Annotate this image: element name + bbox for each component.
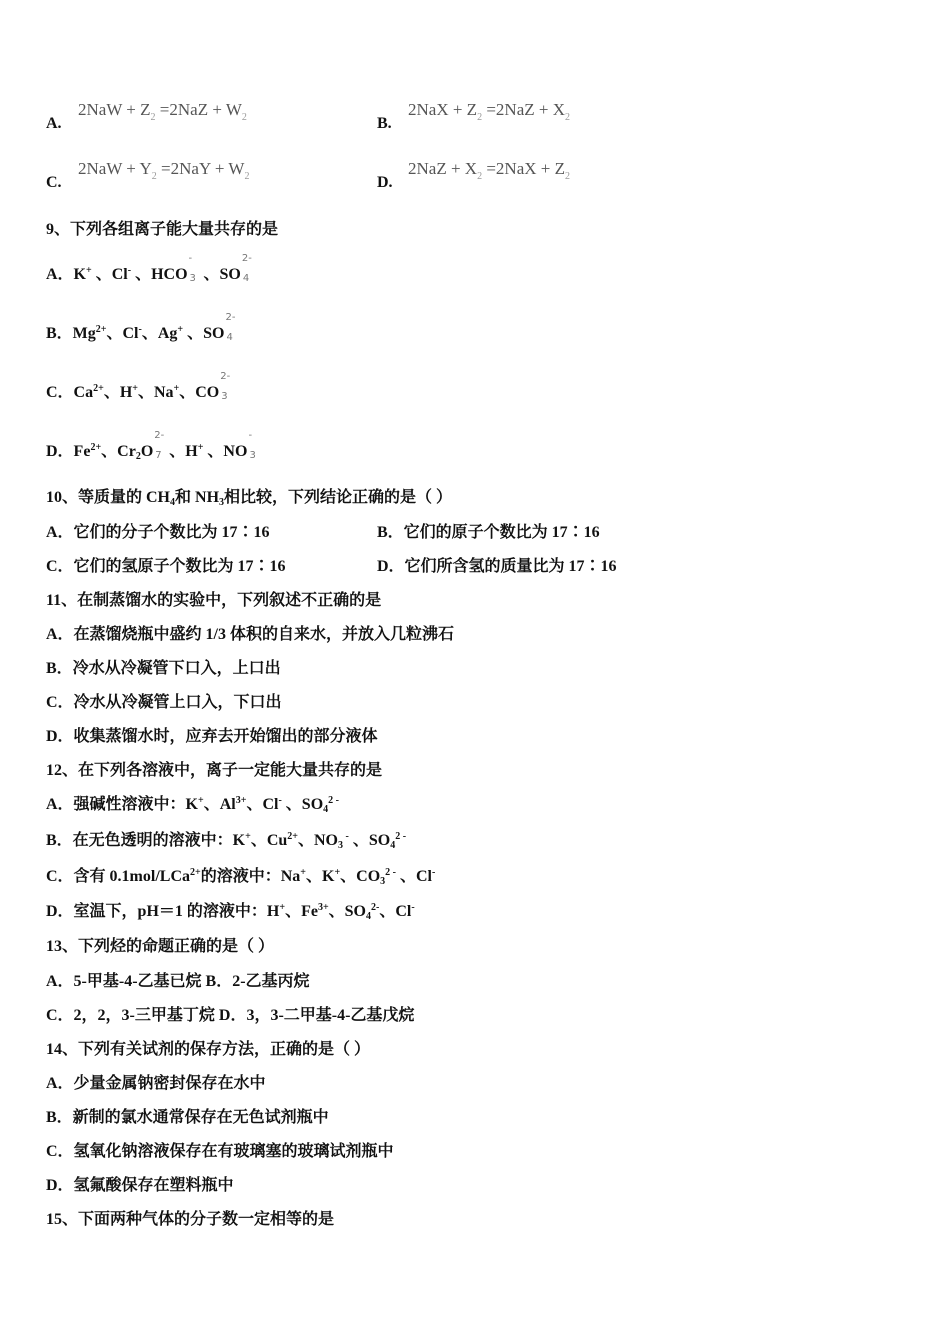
option-9d bbox=[46, 430, 259, 462]
option-11b bbox=[46, 659, 281, 679]
text-segment: A．少量金属钠密封保存在水中 bbox=[46, 1075, 266, 1092]
superscript: 2 - bbox=[328, 795, 339, 806]
text-segment: 、SO bbox=[199, 266, 241, 283]
subscript: 2 bbox=[477, 112, 483, 123]
text-segment: 、Cr bbox=[101, 443, 136, 460]
text-segment: 11、在制蒸馏水的实验中，下列叙述不正确的是 bbox=[46, 592, 382, 609]
superscript: + bbox=[334, 867, 341, 878]
text-segment: A．在蒸馏烧瓶中盛约 1/3 体积的自来水，并放入几粒沸石 bbox=[46, 626, 455, 643]
text-segment: 、HCO bbox=[131, 266, 188, 283]
text-segment: =2NaY + W bbox=[156, 159, 245, 178]
question-15-title bbox=[46, 1210, 334, 1230]
text-segment: B．它们的原子个数比为 17∶16 bbox=[377, 524, 600, 541]
superscript: - bbox=[432, 867, 436, 878]
text-segment: 13、下列烃的命题正确的是（ ） bbox=[46, 938, 275, 955]
text-segment: C．含有 0.1mol/LCa bbox=[46, 868, 191, 885]
subscript: 4 bbox=[390, 840, 396, 851]
text-segment: 2NaX + Z bbox=[408, 100, 478, 119]
equation-8c bbox=[78, 159, 249, 182]
text-segment: 、CO bbox=[179, 384, 220, 401]
superscript: 2+ bbox=[287, 831, 298, 842]
option-12a bbox=[46, 795, 339, 815]
option-label-8c: C. bbox=[46, 174, 62, 191]
charge: 2- bbox=[220, 371, 231, 382]
superscript: + bbox=[279, 902, 286, 913]
charge: 2- bbox=[225, 312, 236, 323]
text-segment: C．它们的氢原子个数比为 17∶16 bbox=[46, 558, 286, 575]
text-segment: 、SO bbox=[183, 325, 225, 342]
text-segment: 和 NH bbox=[175, 489, 220, 506]
text-segment: B．冷水从冷凝管下口入，上口出 bbox=[46, 660, 281, 677]
text-segment: 、NO bbox=[298, 832, 339, 849]
superscript: + bbox=[132, 383, 138, 394]
text-segment: A．5-甲基-4-乙基已烷 B．2-乙基丙烷 bbox=[46, 973, 310, 990]
text-segment: 、CO bbox=[340, 868, 381, 885]
text-segment: 、K bbox=[305, 868, 335, 885]
text-segment: 2NaW + Y bbox=[78, 159, 152, 178]
text-segment: 、Na bbox=[137, 384, 174, 401]
question-12-title bbox=[46, 761, 382, 781]
superscript: - bbox=[411, 902, 415, 913]
text-segment: 、SO bbox=[348, 832, 391, 849]
question-14-title bbox=[46, 1040, 370, 1060]
text-segment: D．室温下，pH＝1 的溶液中：H bbox=[46, 903, 280, 920]
superscript: 2+ bbox=[90, 442, 102, 453]
text-segment: =2NaX + Z bbox=[482, 159, 565, 178]
superscript: 2+ bbox=[190, 867, 201, 878]
superscript: - bbox=[138, 324, 142, 335]
option-10c bbox=[46, 557, 286, 577]
text-segment: A．K bbox=[46, 266, 87, 283]
charge: - bbox=[188, 253, 193, 264]
option-10b bbox=[377, 523, 600, 543]
subscript: 3 bbox=[380, 876, 386, 887]
text-segment: A．它们的分子个数比为 17∶16 bbox=[46, 524, 270, 541]
question-9-title bbox=[46, 220, 278, 240]
subscript: 4 bbox=[366, 911, 372, 922]
text-segment: D．收集蒸馏水时，应弃去开始馏出的部分液体 bbox=[46, 728, 378, 745]
superscript: + bbox=[177, 324, 184, 335]
subscript: 2 bbox=[565, 112, 570, 123]
text-segment: A．强碱性溶液中：K bbox=[46, 796, 199, 813]
subscript: 3 bbox=[249, 450, 256, 461]
text-segment: C．2，2，3-三甲基丁烷 D．3，3-二甲基-4-乙基戊烷 bbox=[46, 1007, 415, 1024]
option-9c bbox=[46, 371, 231, 403]
text-segment: 相比较，下列结论正确的是（ ） bbox=[224, 489, 453, 506]
text-segment: 2NaZ + X bbox=[408, 159, 478, 178]
option-12d bbox=[46, 902, 415, 922]
charge-stack bbox=[241, 253, 253, 285]
text-segment: B．新制的氯水通常保存在无色试剂瓶中 bbox=[46, 1109, 329, 1126]
superscript: + bbox=[300, 867, 306, 878]
text-segment: 15、下面两种气体的分子数一定相等的是 bbox=[46, 1211, 335, 1228]
superscript: 2+ bbox=[95, 324, 107, 335]
subscript: 2 bbox=[477, 171, 483, 182]
text-segment: B．Mg bbox=[46, 325, 96, 342]
charge-stack bbox=[219, 371, 231, 403]
option-10d bbox=[377, 557, 617, 577]
option-9a bbox=[46, 253, 253, 285]
subscript: 4 bbox=[170, 497, 176, 508]
option-14b bbox=[46, 1108, 329, 1128]
charge: 2- bbox=[241, 253, 252, 264]
text-segment: =2NaZ + X bbox=[482, 100, 565, 119]
option-14a bbox=[46, 1074, 266, 1094]
text-segment: 12、在下列各溶液中，离子一定能大量共存的是 bbox=[46, 762, 383, 779]
option-9b bbox=[46, 312, 236, 344]
text-segment: B．在无色透明的溶液中：K bbox=[46, 832, 246, 849]
subscript: 2 bbox=[135, 451, 141, 462]
text-segment: 、SO bbox=[281, 796, 324, 813]
option-10a bbox=[46, 523, 270, 543]
option-11c bbox=[46, 693, 282, 713]
charge-stack bbox=[224, 312, 236, 344]
option-11d bbox=[46, 727, 378, 747]
superscript: 3+ bbox=[235, 795, 247, 806]
equation-8a bbox=[78, 100, 247, 123]
text-segment: 、Cu bbox=[250, 832, 288, 849]
text-segment: 、Cl bbox=[379, 903, 412, 920]
charge: - bbox=[248, 430, 253, 441]
superscript: + bbox=[197, 442, 204, 453]
text-segment: 、Cl bbox=[106, 325, 139, 342]
text-segment: 、Cl bbox=[396, 868, 433, 885]
question-11-title bbox=[46, 591, 381, 611]
text-segment: 、Cl bbox=[246, 796, 279, 813]
option-13ab bbox=[46, 972, 310, 992]
equation-8d bbox=[408, 159, 570, 182]
text-segment: D．它们所含氢的质量比为 17∶16 bbox=[377, 558, 617, 575]
superscript: - bbox=[278, 795, 282, 806]
subscript: 2 bbox=[565, 171, 570, 182]
text-segment: 、Al bbox=[203, 796, 236, 813]
superscript: + bbox=[245, 831, 251, 842]
subscript: 3 bbox=[219, 497, 225, 508]
equation-8b bbox=[408, 100, 570, 123]
text-segment: 、NO bbox=[203, 443, 248, 460]
option-14c bbox=[46, 1142, 394, 1162]
question-10-title bbox=[46, 488, 452, 508]
text-segment: =2NaZ + W bbox=[155, 100, 242, 119]
subscript: 4 bbox=[323, 804, 329, 815]
subscript: 3 bbox=[221, 391, 228, 402]
option-14d bbox=[46, 1176, 234, 1196]
option-13cd bbox=[46, 1006, 414, 1026]
text-segment: 、SO bbox=[328, 903, 367, 920]
text-segment: C．冷水从冷凝管上口入，下口出 bbox=[46, 694, 282, 711]
subscript: 7 bbox=[155, 450, 162, 461]
subscript: 3 bbox=[338, 840, 344, 851]
text-segment: C．氢氧化钠溶液保存在有玻璃塞的玻璃试剂瓶中 bbox=[46, 1143, 394, 1160]
subscript: 3 bbox=[189, 273, 196, 284]
text-segment: 的溶液中：Na bbox=[200, 868, 301, 885]
text-segment: 14、下列有关试剂的保存方法，正确的是（ ） bbox=[46, 1041, 371, 1058]
text-segment: 、H bbox=[103, 384, 133, 401]
charge: 2- bbox=[154, 430, 165, 441]
text-segment: 10、等质量的 CH bbox=[46, 489, 171, 506]
text-segment: 2NaW + Z bbox=[78, 100, 151, 119]
superscript: 2 - bbox=[395, 831, 407, 842]
option-label-8b: B. bbox=[377, 115, 392, 132]
text-segment: D．氢氟酸保存在塑料瓶中 bbox=[46, 1177, 234, 1194]
question-13-title bbox=[46, 937, 274, 957]
text-segment: 、H bbox=[165, 443, 198, 460]
text-segment: D．Fe bbox=[46, 443, 91, 460]
subscript: 2 bbox=[151, 171, 157, 182]
text-segment: C．Ca bbox=[46, 384, 94, 401]
charge-stack bbox=[247, 430, 259, 462]
superscript: + bbox=[173, 383, 180, 394]
charge-stack bbox=[188, 253, 200, 285]
text-segment: 9、下列各组离子能大量共存的是 bbox=[46, 221, 279, 238]
superscript: + bbox=[198, 795, 204, 806]
subscript: 4 bbox=[226, 332, 233, 343]
superscript: - bbox=[127, 265, 132, 276]
superscript: + bbox=[86, 265, 92, 276]
text-segment: 、Cl bbox=[91, 266, 128, 283]
text-segment: O bbox=[140, 443, 154, 460]
superscript: 3+ bbox=[317, 902, 329, 913]
option-label-8a: A. bbox=[46, 115, 62, 132]
option-12b bbox=[46, 831, 406, 851]
subscript: 2 bbox=[150, 112, 156, 123]
subscript: 2 bbox=[244, 171, 250, 182]
option-11a bbox=[46, 625, 454, 645]
option-label-8d: D. bbox=[377, 174, 393, 191]
charge-stack bbox=[153, 430, 165, 462]
text-segment: 、Fe bbox=[285, 903, 318, 920]
text-segment: 、Ag bbox=[141, 325, 178, 342]
subscript: 4 bbox=[242, 273, 250, 284]
superscript: - bbox=[343, 831, 349, 842]
superscript: 2- bbox=[371, 902, 380, 913]
superscript: 2 - bbox=[385, 867, 396, 878]
superscript: 2+ bbox=[93, 383, 104, 394]
option-12c bbox=[46, 867, 435, 887]
subscript: 2 bbox=[241, 112, 247, 123]
